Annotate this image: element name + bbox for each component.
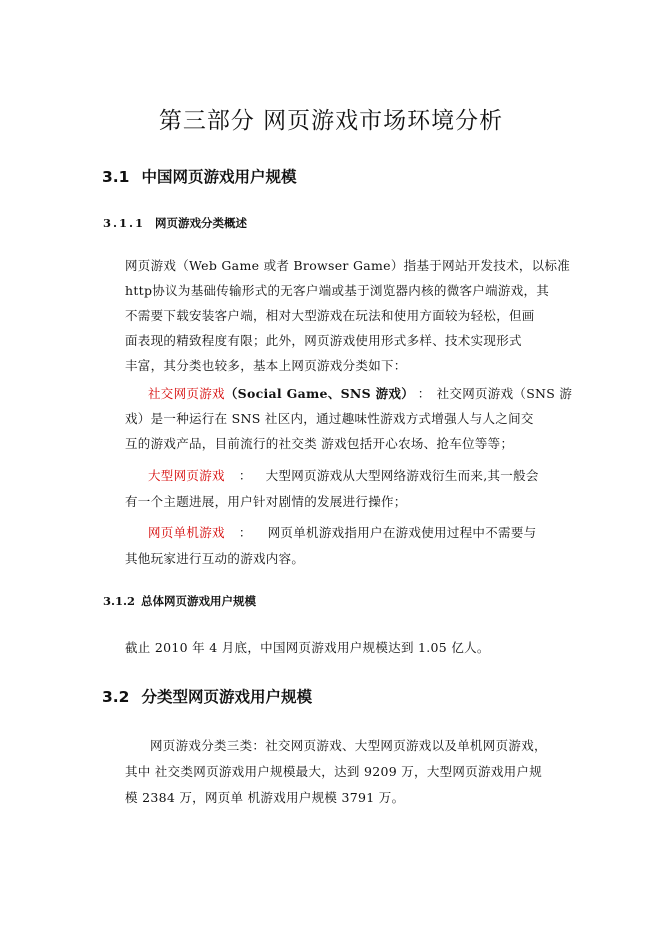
paragraph-line: 有一个主题进展，用户针对剧情的发展进行操作； <box>125 494 407 509</box>
section-3-1-heading <box>102 167 296 187</box>
paragraph-line: 戏）是一种运行在 SNS 社区内，通过趣味性游戏方式增强人与人之间交 <box>125 411 534 426</box>
social-game-term: 社交网页游戏 <box>148 386 225 401</box>
paragraph-line: 面表现的精致程度有限；此外，网页游戏使用形式多样、技术实现形式 <box>125 333 522 348</box>
section-number: 3.2 <box>102 688 130 706</box>
paragraph-line: 模 2384 万，网页单 机游戏用户规模 3791 万。 <box>125 790 405 805</box>
colon: ： <box>238 525 252 540</box>
section-number: 3.1.2 <box>103 594 136 608</box>
paragraph-line: 其中 社交类网页游戏用户规模最大，达到 9209 万，大型网页游戏用户规 <box>125 764 543 779</box>
paragraph-line: 不需要下载安装客户端，相对大型游戏在玩法和使用方面较为轻松，但画 <box>125 308 535 323</box>
paragraph-line: 互的游戏产品，目前流行的社交类 游戏包括开心农场、抢车位等等； <box>125 436 514 451</box>
single-game-term: 网页单机游戏 <box>148 525 225 540</box>
large-game-term: 大型网页游戏 <box>148 468 225 483</box>
paragraph-line: 丰富，其分类也较多，基本上网页游戏分类如下： <box>125 358 407 373</box>
social-game-desc: 社交网页游戏（SNS 游 <box>436 386 573 401</box>
paragraph-line: 网页游戏（Web Game 或者 Browser Game）指基于网站开发技术，以标准 <box>125 258 571 273</box>
page-title: 第三部分 网页游戏市场环境分析 <box>158 108 504 134</box>
paragraph-line: http协议为基础传输形式的无客户端或基于浏览器内核的微客户端游戏，其 <box>125 283 550 298</box>
colon: ： <box>238 468 252 483</box>
section-number: 3.1 <box>102 168 130 186</box>
section-3-1-1-heading <box>103 215 247 231</box>
large-game-definition <box>148 468 539 484</box>
large-game-desc: 大型网页游戏从大型网络游戏衍生而来,其一般会 <box>265 468 539 483</box>
colon: ： <box>417 386 431 401</box>
section-title: 分类型网页游戏用户规模 <box>141 688 312 706</box>
single-game-desc: 网页单机游戏指用户在游戏使用过程中不需要与 <box>267 525 537 540</box>
paragraph-line: 截止 2010 年 4 月底，中国网页游戏用户规模达到 1.05 亿人。 <box>125 640 490 655</box>
social-game-english: （Social Game、SNS 游戏） <box>224 386 408 401</box>
section-3-2-heading <box>102 687 312 707</box>
paragraph-line: 其他玩家进行互动的游戏内容。 <box>125 551 305 566</box>
social-game-definition <box>148 386 572 402</box>
section-number: 3.1.1 <box>103 216 146 230</box>
section-3-1-2-heading <box>103 593 256 609</box>
section-title: 总体网页游戏用户规模 <box>141 594 257 608</box>
paragraph-line: 网页游戏分类三类：社交网页游戏、大型网页游戏以及单机网页游戏， <box>150 738 547 753</box>
section-title: 网页游戏分类概述 <box>155 216 248 230</box>
single-game-definition <box>148 525 536 541</box>
section-title: 中国网页游戏用户规模 <box>141 168 297 186</box>
